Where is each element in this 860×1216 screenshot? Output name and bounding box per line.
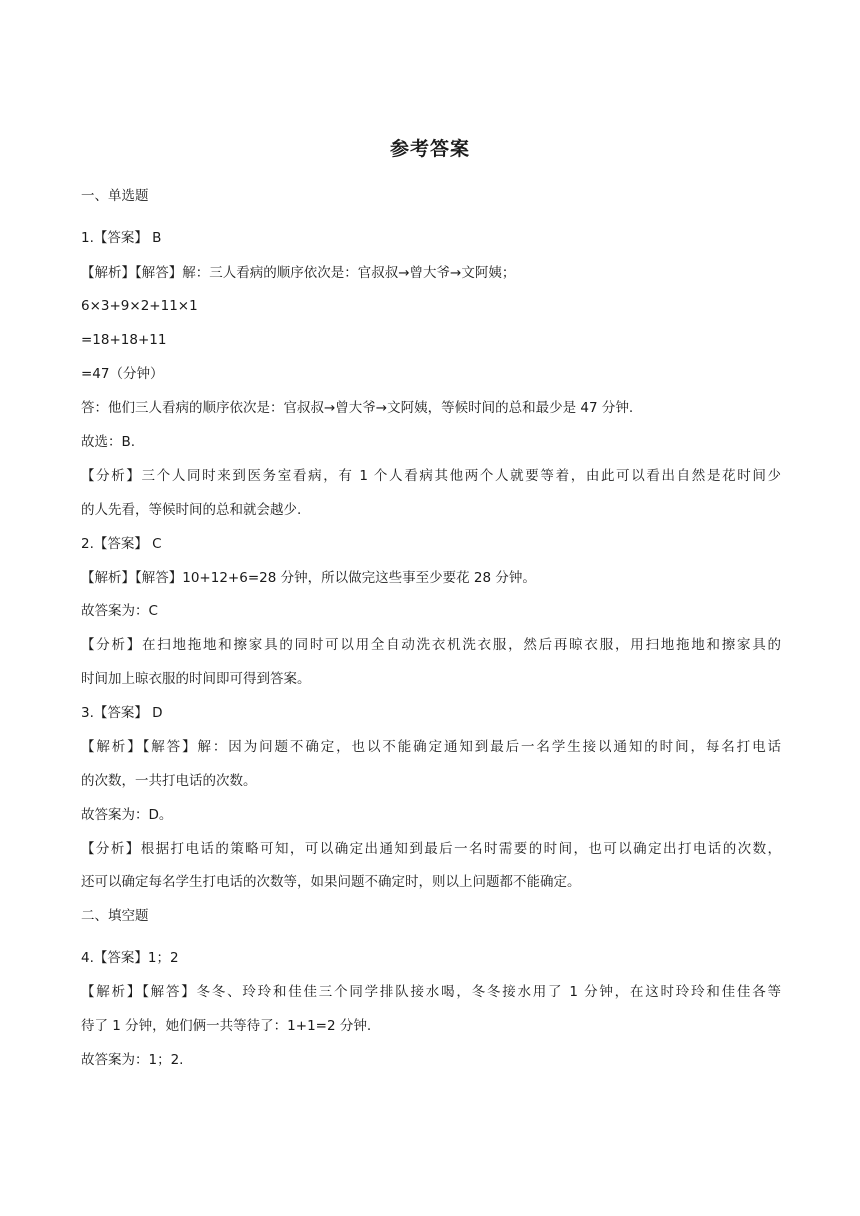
q1-calc-3: =47（分钟） — [81, 366, 164, 382]
q1-calc-1: 6×3+9×2+11×1 — [81, 298, 198, 314]
q4-answer: 4.【答案】1；2 — [81, 950, 179, 966]
q3-analysis-line-1: 【解析】【解答】解：因为问题不确定，也以不能确定通知到最后一名学生接以通知的时间，每名打电话 — [81, 739, 781, 755]
q1-note-line-2: 的人先看，等候时间的总和就会越少. — [81, 502, 302, 518]
q1-choice: 故选：B. — [81, 434, 136, 450]
q2-answer: 2.【答案】 C — [81, 536, 162, 552]
q4-analysis-line-2: 待了 1 分钟，她们俩一共等待了：1+1=2 分钟. — [81, 1018, 372, 1034]
q1-analysis: 【解析】【解答】解：三人看病的顺序依次是：官叔叔→曾大爷→文阿姨； — [81, 265, 516, 281]
q3-choice: 故答案为：D。 — [81, 807, 173, 823]
q2-analysis: 【解析】【解答】10+12+6=28 分钟，所以做完这些事至少要花 28 分钟。 — [81, 570, 536, 586]
section-heading-fill-blank: 二、填空题 — [81, 908, 149, 924]
q1-answer: 1.【答案】 B — [81, 230, 162, 246]
q3-note-line-1: 【分析】根据打电话的策略可知，可以确定出通知到最后一名时需要的时间，也可以确定出打电话的次数， — [81, 841, 781, 857]
q4-choice: 故答案为：1；2. — [81, 1052, 184, 1068]
q3-answer: 3.【答案】 D — [81, 705, 163, 721]
q1-calc-2: =18+18+11 — [81, 332, 167, 348]
page-title: 参考答案 — [389, 138, 470, 160]
q3-analysis-line-2: 的次数，一共打电话的次数。 — [81, 773, 257, 789]
q2-note-line-1: 【分析】在扫地拖地和擦家具的同时可以用全自动洗衣机洗衣服，然后再晾衣服，用扫地拖地和擦家具的 — [81, 637, 781, 653]
q3-note-line-2: 还可以确定每名学生打电话的次数等，如果问题不确定时，则以上问题都不能确定。 — [81, 874, 581, 890]
q2-note-line-2: 时间加上晾衣服的时间即可得到答案。 — [81, 671, 311, 687]
q2-choice: 故答案为：C — [81, 603, 158, 619]
section-heading-single-choice: 一、单选题 — [81, 188, 149, 204]
q1-note-line-1: 【分析】三个人同时来到医务室看病，有 1 个人看病其他两个人就要等着，由此可以看出自然是花时间少 — [81, 468, 781, 484]
q4-analysis-line-1: 【解析】【解答】冬冬、玲玲和佳佳三个同学排队接水喝，冬冬接水用了 1 分钟，在这时玲玲和佳佳各等 — [81, 984, 781, 1000]
q1-reply: 答：他们三人看病的顺序依次是：官叔叔→曾大爷→文阿姨，等候时间的总和最少是 47 分钟. — [81, 400, 634, 416]
